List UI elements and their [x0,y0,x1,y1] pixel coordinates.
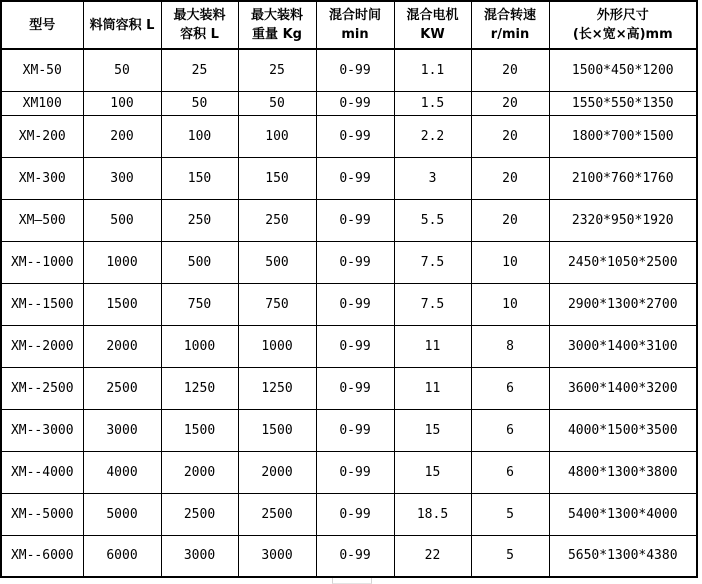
value-cell: 5 [471,535,549,577]
value-cell: 250 [238,199,316,241]
table-body [1,49,697,577]
table-row [1,283,697,325]
value-cell: 7.5 [394,283,471,325]
value-cell: 1000 [238,325,316,367]
value-cell: 750 [161,283,238,325]
value-cell: 1250 [238,367,316,409]
model-cell: XM--1500 [1,283,83,325]
value-cell: 6000 [83,535,161,577]
value-cell: 500 [238,241,316,283]
value-cell: 250 [161,199,238,241]
value-cell: 4800*1300*3800 [549,451,697,493]
model-cell: XM--6000 [1,535,83,577]
table-row [1,325,697,367]
value-cell: 2000 [238,451,316,493]
value-cell: 1000 [161,325,238,367]
value-cell: 20 [471,157,549,199]
value-cell: 2500 [161,493,238,535]
value-cell: 5400*1300*4000 [549,493,697,535]
model-cell: XM--2500 [1,367,83,409]
value-cell: 1500*450*1200 [549,49,697,91]
value-cell: 0-99 [316,535,394,577]
column-header-line: (长×宽×高)mm [572,27,673,42]
column-header-max-load-volume [161,1,238,49]
table-row [1,49,697,91]
table-row [1,451,697,493]
model-cell: XM--5000 [1,493,83,535]
value-cell: 1800*700*1500 [549,115,697,157]
value-cell: 8 [471,325,549,367]
value-cell: 2000 [161,451,238,493]
value-cell: 1000 [83,241,161,283]
value-cell: 2900*1300*2700 [549,283,697,325]
table-row [1,493,697,535]
value-cell: 25 [238,49,316,91]
value-cell: 3000*1400*3100 [549,325,697,367]
value-cell: 20 [471,199,549,241]
value-cell: 22 [394,535,471,577]
model-cell: XM100 [1,91,83,115]
column-header-line: r/min [490,27,530,42]
value-cell: 2.2 [394,115,471,157]
value-cell: 50 [238,91,316,115]
value-cell: 3000 [238,535,316,577]
table-row [1,409,697,451]
value-cell: 10 [471,241,549,283]
table-row [1,157,697,199]
value-cell: 0-99 [316,49,394,91]
value-cell: 2450*1050*2500 [549,241,697,283]
value-cell: 1500 [161,409,238,451]
column-header-line: 混合转速 [483,8,536,23]
value-cell: 50 [161,91,238,115]
value-cell: 1500 [238,409,316,451]
value-cell: 1250 [161,367,238,409]
column-header-max-load-weight [238,1,316,49]
value-cell: 100 [238,115,316,157]
value-cell: 50 [83,49,161,91]
value-cell: 0-99 [316,283,394,325]
column-header-mixing-time [316,1,394,49]
value-cell: 0-99 [316,241,394,283]
table-row [1,367,697,409]
value-cell: 200 [83,115,161,157]
value-cell: 20 [471,49,549,91]
model-cell: XM--4000 [1,451,83,493]
model-cell: XM--1000 [1,241,83,283]
table-row [1,535,697,577]
value-cell: 6 [471,409,549,451]
column-header-mixing-speed [471,1,549,49]
value-cell: 6 [471,451,549,493]
value-cell: 15 [394,409,471,451]
model-cell: XM-300 [1,157,83,199]
value-cell: 1500 [83,283,161,325]
value-cell: 11 [394,325,471,367]
value-cell: 0-99 [316,91,394,115]
column-header-line: 料筒容积 L [89,17,155,33]
value-cell: 15 [394,451,471,493]
column-header-line: 最大装料 [250,8,303,23]
value-cell: 2100*760*1760 [549,157,697,199]
value-cell: 3000 [83,409,161,451]
value-cell: 25 [161,49,238,91]
value-cell: 1550*550*1350 [549,91,697,115]
model-cell: XM-50 [1,49,83,91]
value-cell: 7.5 [394,241,471,283]
table-row [1,199,697,241]
scan-artifact [332,578,372,584]
column-header-line: 外形尺寸 [596,8,649,23]
column-header-line: 混合时间 [328,8,381,23]
column-header-line: 混合电机 [406,8,459,23]
value-cell: 2320*950*1920 [549,199,697,241]
model-cell: XM—500 [1,199,83,241]
value-cell: 500 [161,241,238,283]
column-header-barrel-volume [83,1,161,49]
value-cell: 5000 [83,493,161,535]
column-header-model [1,1,83,49]
model-cell: XM--2000 [1,325,83,367]
table-header [1,1,697,49]
column-header-line: min [341,27,369,42]
value-cell: 3600*1400*3200 [549,367,697,409]
value-cell: 4000*1500*3500 [549,409,697,451]
value-cell: 0-99 [316,157,394,199]
value-cell: 0-99 [316,325,394,367]
model-cell: XM-200 [1,115,83,157]
value-cell: 6 [471,367,549,409]
value-cell: 11 [394,367,471,409]
table-row [1,91,697,115]
model-cell: XM--3000 [1,409,83,451]
value-cell: 100 [83,91,161,115]
value-cell: 500 [83,199,161,241]
column-header-dimensions [549,1,697,49]
value-cell: 20 [471,115,549,157]
value-cell: 0-99 [316,199,394,241]
value-cell: 20 [471,91,549,115]
value-cell: 4000 [83,451,161,493]
value-cell: 750 [238,283,316,325]
value-cell: 0-99 [316,367,394,409]
value-cell: 300 [83,157,161,199]
table-row [1,115,697,157]
value-cell: 2500 [83,367,161,409]
value-cell: 2500 [238,493,316,535]
value-cell: 0-99 [316,409,394,451]
value-cell: 10 [471,283,549,325]
column-header-line: KW [420,27,445,42]
value-cell: 100 [161,115,238,157]
value-cell: 0-99 [316,115,394,157]
value-cell: 150 [238,157,316,199]
column-header-line: 重量 Kg [252,27,302,42]
value-cell: 3000 [161,535,238,577]
column-header-line: 容积 L [180,27,219,42]
value-cell: 1.5 [394,91,471,115]
value-cell: 18.5 [394,493,471,535]
value-cell: 0-99 [316,493,394,535]
header-row [1,1,697,49]
value-cell: 0-99 [316,451,394,493]
value-cell: 5 [471,493,549,535]
value-cell: 2000 [83,325,161,367]
column-header-line: 型号 [29,17,56,33]
value-cell: 5650*1300*4380 [549,535,697,577]
column-header-mixing-motor [394,1,471,49]
value-cell: 1.1 [394,49,471,91]
value-cell: 150 [161,157,238,199]
column-header-line: 最大装料 [173,8,226,23]
table-row [1,241,697,283]
value-cell: 5.5 [394,199,471,241]
value-cell: 3 [394,157,471,199]
